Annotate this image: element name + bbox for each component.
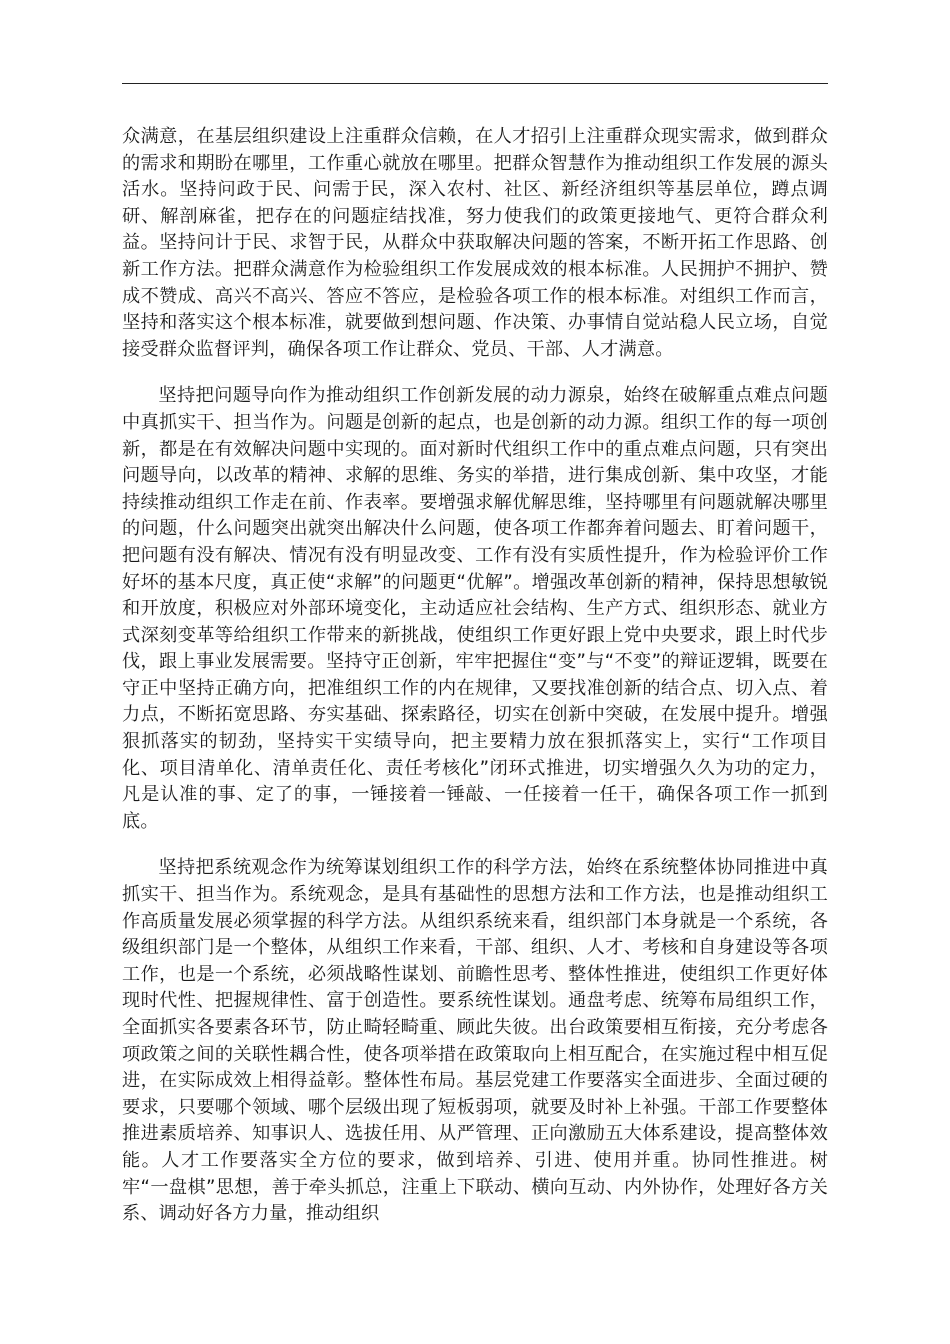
paragraph-3: 坚持把系统观念作为统筹谋划组织工作的科学方法，始终在系统整体协同推进中真抓实干、担当作为。系统观念，是具有基础性的思想方法和工作方法，也是推动组织工作高质量发展必须掌握的科学方法。从组织系统来看，组织部门本身就是一个系统，各级组织部门是一个整体，从组织工作来看，干部、组织、人才、考核和自身建设等各项工作，也是一个系统，必须战略性谋划、前瞻性思考、整体性推进，使组织工作更好体现时代性、把握规律性、富于创造性。要系统性谋划。通盘考虑、统筹布局组织工作，全面抓实各要素各环节，防止畸轻畸重、顾此失彼。出台政策要相互衔接，充分考虑各项政策之间的关联性耦合性，使各项举措在政策取向上相互配合，在实施过程中相互促进，在实际成效上相得益彰。整体性布局。基层党建工作要落实全面进步、全面过硬的要求，只要哪个领域、哪个层级出现了短板弱项，就要及时补上补强。干部工作要整体推进素质培养、知事识人、选拔任用、从严管理、正向激励五大体系建设，提高整体效能。人才工作要落实全方位的要求，做到培养、引进、使用并重。协同性推进。树牢“一盘棋”思想，善于牵头抓总，注重上下联动、横向互动、内外协作，处理好各方关系、调动好各方力量，推动组织 — [122, 857, 828, 1225]
paragraph-1: 众满意，在基层组织建设上注重群众信赖，在人才招引上注重群众现实需求，做到群众的需求和期盼在哪里，工作重心就放在哪里。把群众智慧作为推动组织工作发展的源头活水。坚持问政于民、问需于民，深入农村、社区、新经济组织等基层单位，蹲点调研、解剖麻雀，把存在的问题症结找准，努力使我们的政策更接地气、更符合群众利益。坚持问计于民、求智于民，从群众中获取解决问题的答案，不断开拓工作思路、创新工作方法。把群众满意作为检验组织工作发展成效的根本标准。人民拥护不拥护、赞成不赞成、高兴不高兴、答应不答应，是检验各项工作的根本标准。对组织工作而言，坚持和落实这个根本标准，就要做到想问题、作决策、办事情自觉站稳人民立场，自觉接受群众监督评判，确保各项工作让群众、党员、干部、人才满意。 — [122, 126, 828, 360]
document-body — [122, 124, 828, 1248]
paragraph-2: 坚持把问题导向作为推动组织工作创新发展的动力源泉，始终在破解重点难点问题中真抓实干、担当作为。问题是创新的起点，也是创新的动力源。组织工作的每一项创新，都是在有效解决问题中实现的。面对新时代组织工作中的重点难点问题，只有突出问题导向，以改革的精神、求解的思维、务实的举措，进行集成创新、集中攻坚，才能持续推动组织工作走在前、作表率。要增强求解优解思维，坚持哪里有问题就解决哪里的问题，什么问题突出就突出解决什么问题，使各项工作都奔着问题去、盯着问题干，把问题有没有解决、情况有没有明显改变、工作有没有实质性提升，作为检验评价工作好坏的基本尺度，真正使“求解”的问题更“优解”。增强改革创新的精神，保持思想敏锐和开放度，积极应对外部环境变化，主动适应社会结构、生产方式、组织形态、就业方式深刻变革等给组织工作带来的新挑战，使组织工作更好跟上党中央要求，跟上时代步伐，跟上事业发展需要。坚持守正创新，牢牢把握住“变”与“不变”的辩证逻辑，既要在守正中坚持正确方向，把准组织工作的内在规律，又要找准创新的结合点、切入点、着力点，不断拓宽思路、夯实基础、探索路径，切实在创新中突破，在发展中提升。增强狠抓落实的韧劲，坚持实干实绩导向，把主要精力放在狠抓落实上，实行“工作项目化、项目清单化、清单责任化、责任考核化”闭环式推进，切实增强久久为功的定力，凡是认准的事、定了的事，一锤接着一锤敲、一任接着一任干，确保各项工作一抓到底。 — [122, 385, 828, 832]
header-rule — [122, 83, 828, 84]
